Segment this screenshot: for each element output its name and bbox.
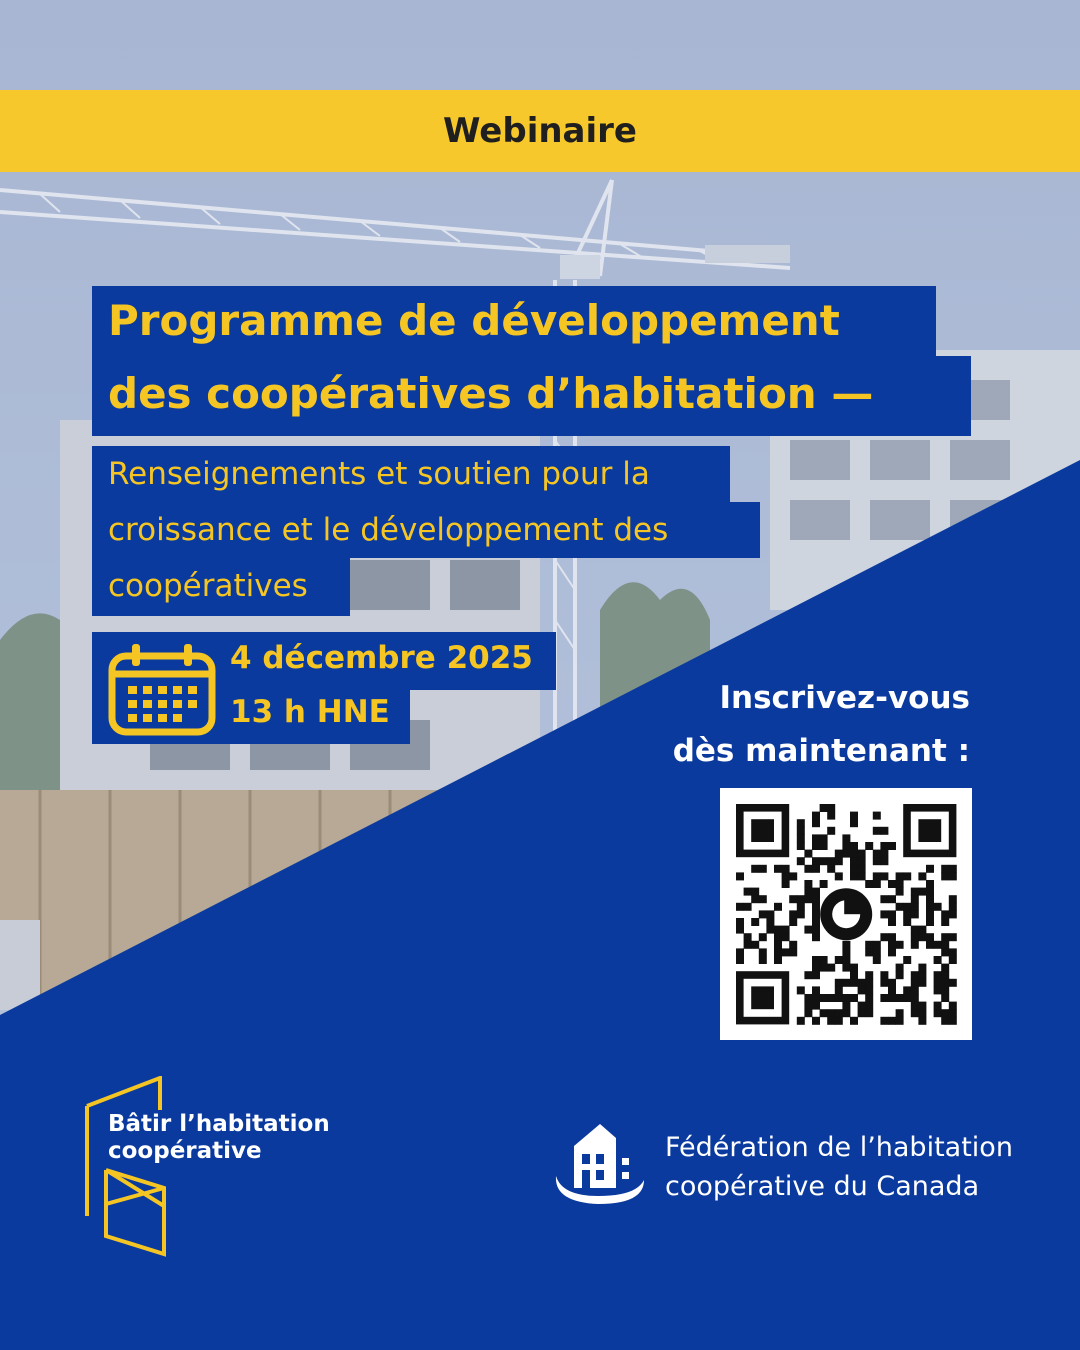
fhcc-line-1: Fédération de l’habitation [665,1132,1013,1163]
cta-line-1: Inscrivez-vous [719,680,970,716]
banner-label: Webinaire [443,111,637,151]
subtitle-line-3: coopératives [92,558,350,616]
subtitle-line-1: Renseignements et soutien pour la [92,446,730,502]
register-cta [673,672,970,778]
event-time: 13 h HNE [230,694,390,730]
batir-logo-text [108,1111,330,1165]
title-line-2: des coopératives d’habitation — [92,356,971,436]
webinar-banner [0,90,1080,172]
qr-code-icon[interactable] [720,788,972,1040]
batir-line-1: Bâtir l’habitation [108,1111,330,1137]
fhcc-logo-icon [552,1118,648,1210]
event-date: 4 décembre 2025 [230,640,533,676]
fhcc-line-2: coopérative du Canada [665,1171,980,1202]
title-line-1: Programme de développement [92,286,936,356]
qr-code-graphic [720,788,972,1040]
subtitle-line-2: croissance et le développement des [92,502,760,558]
batir-line-2: coopérative [108,1138,262,1164]
cta-line-2: dès maintenant : [672,733,970,769]
batir-logo-icon [82,1076,182,1260]
calendar-icon [108,640,216,736]
fhcc-logo-text [665,1128,1013,1206]
